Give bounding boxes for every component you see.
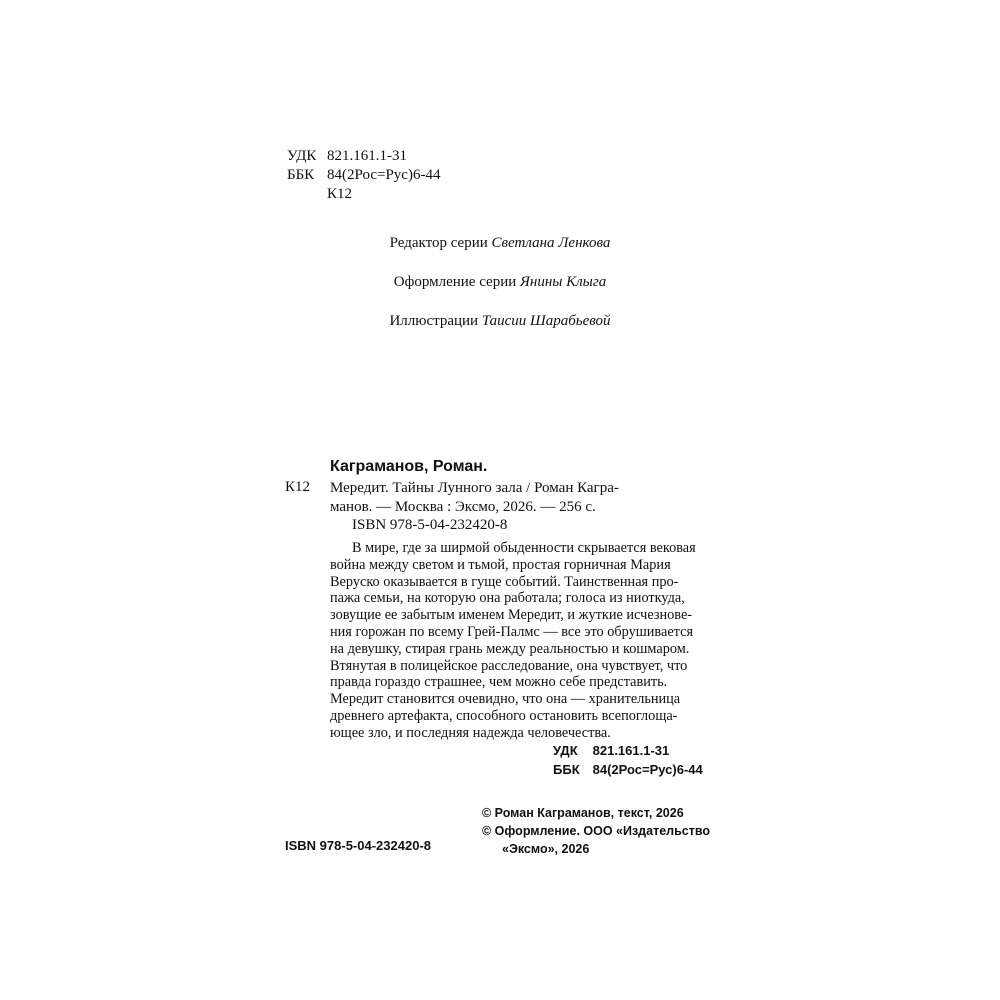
author-mark-value: К12 [327, 186, 353, 202]
udk-bottom-row [553, 741, 703, 760]
copyright-line: «Эксмо», 2026 [502, 842, 590, 856]
annotation-line: зовущие ее забытым именем Мередит, и жуткие исчезнове- [330, 607, 693, 624]
series-design-label: Оформление серии [393, 274, 517, 290]
series-editor-credit [0, 235, 1000, 252]
catalog-isbn: ISBN 978-5-04-232420-8 [352, 517, 508, 533]
annotation-line: Мередит становится очевидно, что она — хранительница [330, 691, 681, 708]
udk-value: 821.161.1-31 [327, 148, 407, 164]
udk-row [287, 147, 440, 166]
illustrations-label: Иллюстрации [389, 313, 479, 329]
annotation-paragraph [330, 540, 720, 742]
classification-block-top [287, 147, 440, 204]
bbk-bottom-value: 84(2Рос=Рус)6-44 [592, 762, 703, 777]
classification-block-bottom [553, 741, 703, 779]
series-editor-label: Редактор серии [389, 235, 488, 251]
annotation-line: пажа семьи, на которую она работала; голоса из ниоткуда, [330, 590, 685, 607]
catalog-title-block [330, 479, 720, 517]
series-design-credit [0, 274, 1000, 291]
annotation-line: ющее зло, и последняя надежда человечества. [330, 724, 611, 741]
annotation-line: Веруско оказывается в гуще событий. Таинственная про- [330, 573, 679, 590]
author-mark-row [287, 185, 440, 204]
isbn-footer: ISBN 978-5-04-232420-8 [285, 838, 431, 853]
illustrations-credit [0, 313, 1000, 330]
udk-bottom-label: УДК [553, 743, 578, 758]
copyright-block [482, 804, 710, 858]
annotation-line: ния горожан по всему Грей-Палмс — все это обрушивается [330, 623, 694, 640]
annotation-line: правда гораздо страшнее, чем можно себе представить. [330, 674, 668, 691]
series-design-name: Янины Клыга [520, 274, 607, 290]
udk-label: УДК [287, 148, 317, 164]
catalog-title-line: манов. — Москва : Эксмо, 2026. — 256 с. [330, 499, 596, 515]
catalog-author-mark: К12 [285, 479, 311, 495]
bbk-row [287, 166, 440, 185]
bbk-value: 84(2Рос=Рус)6-44 [327, 167, 441, 183]
bbk-bottom-row [553, 760, 703, 779]
copyright-line: © Роман Каграманов, текст, 2026 [482, 806, 684, 820]
series-editor-name: Светлана Ленкова [491, 235, 611, 251]
catalog-author-heading: Каграманов, Роман. [330, 458, 488, 475]
bbk-bottom-label: ББК [553, 762, 580, 777]
illustrations-name: Таисии Шарабьевой [481, 313, 611, 329]
author-mark-label [287, 185, 327, 204]
annotation-line: древнего артефакта, способного остановить всепоглоща- [330, 707, 678, 724]
udk-bottom-value: 821.161.1-31 [592, 743, 670, 758]
annotation-line: на девушку, стирая грань между реальностью и кошмаром. [330, 640, 690, 657]
annotation-line: война между светом и тьмой, простая горничная Мария [330, 556, 671, 573]
catalog-title-line: Мередит. Тайны Лунного зала / Роман Кагра- [330, 480, 619, 496]
annotation-line: Втянутая в полицейское расследование, она чувствует, что [330, 657, 688, 674]
bbk-label: ББК [287, 167, 315, 183]
copyright-line: © Оформление. ООО «Издательство [482, 824, 710, 838]
annotation-line: В мире, где за ширмой обыденности скрывается вековая [352, 540, 696, 556]
